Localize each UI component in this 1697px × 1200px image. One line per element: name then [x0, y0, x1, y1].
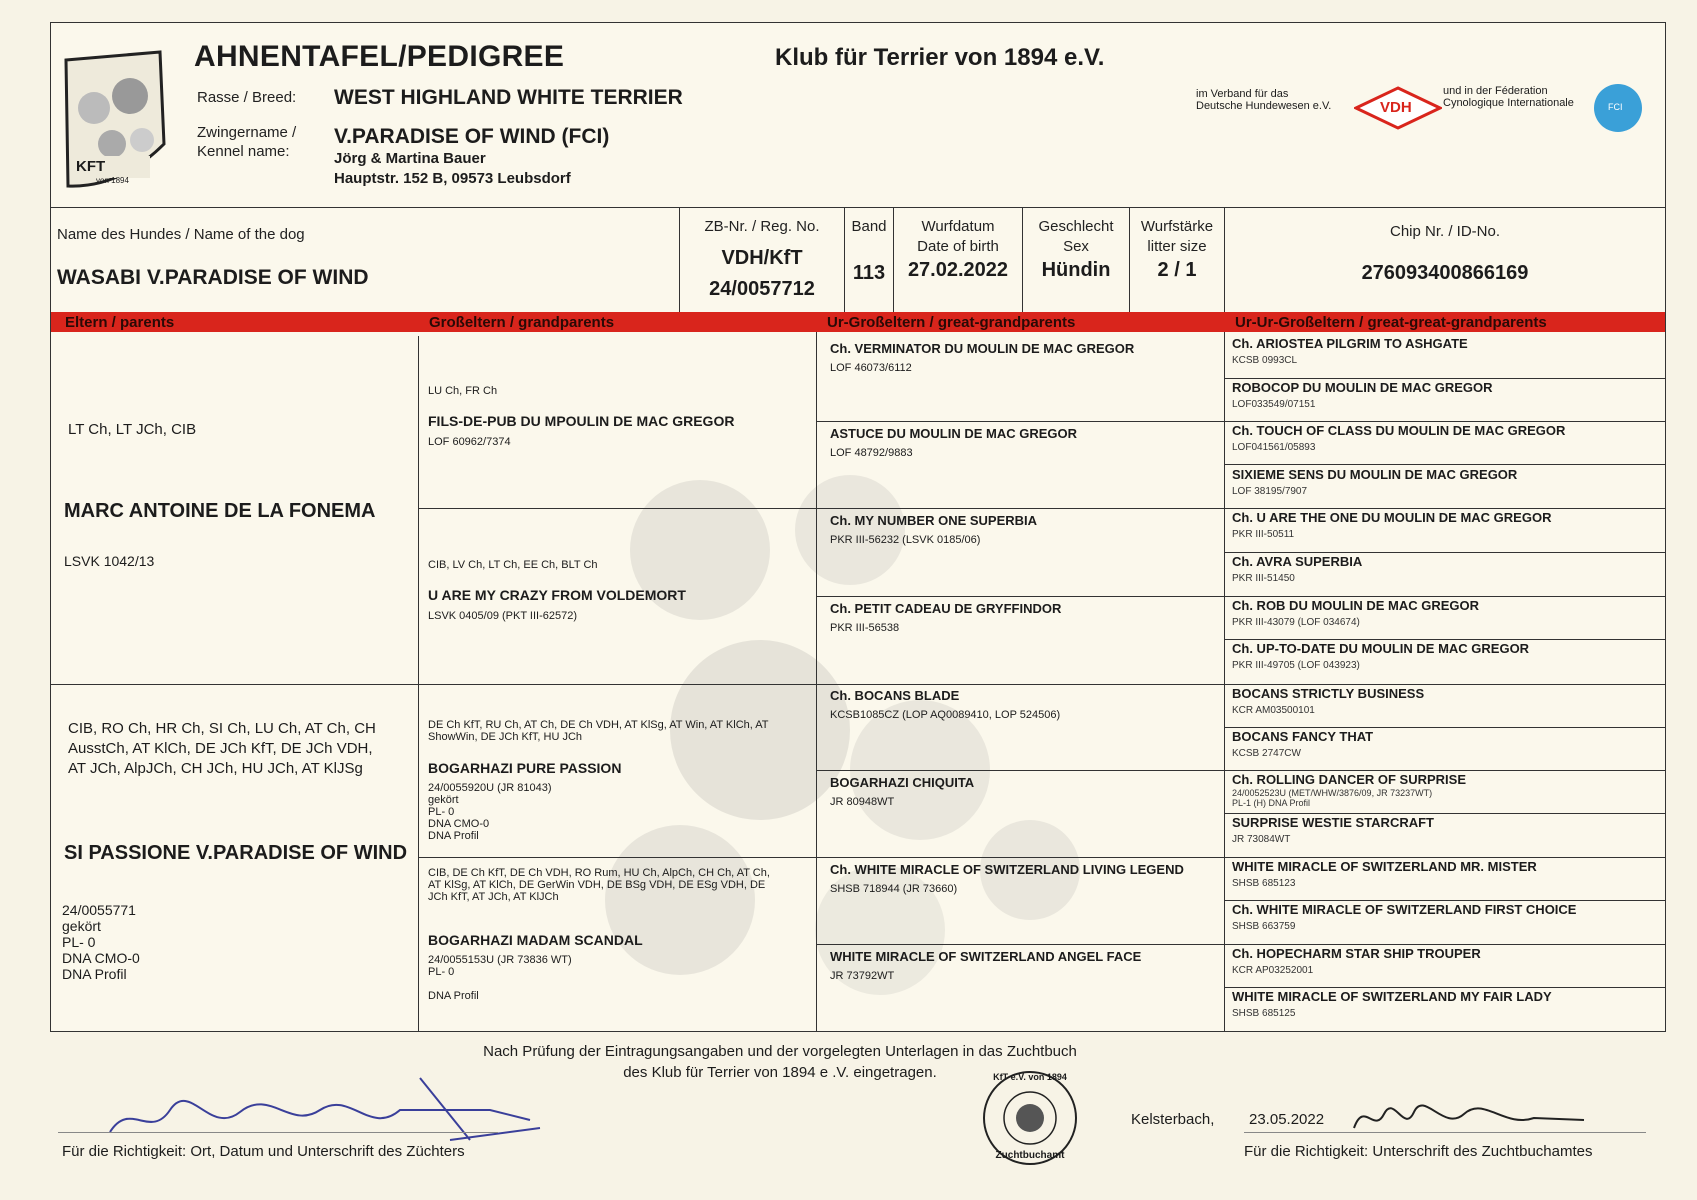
dam-line-2: PL- 0 [62, 934, 96, 950]
ggp-5-reg: KCSB1085CZ (LOP AQ0089410, LOP 524506) [830, 709, 1061, 721]
band-label: Band [851, 218, 887, 235]
sire-name: MARC ANTOINE DE LA FONEMA [64, 500, 376, 522]
ggp-3-reg: PKR III-56232 (LSVK 0185/06) [830, 534, 981, 546]
sire-reg: LSVK 1042/13 [64, 553, 155, 569]
gggp-4-name: SIXIEME SENS DU MOULIN DE MAC GREGOR [1232, 467, 1518, 482]
footer-text-2: des Klub für Terrier von 1894 e .V. eingetragen. [623, 1064, 937, 1081]
gp1-titles: LU Ch, FR Ch [428, 385, 498, 397]
fci-text-1: und in der Féderation [1443, 85, 1548, 97]
ggp-5-name: Ch. BOCANS BLADE [830, 688, 960, 703]
gggp-9-reg: KCR AM03500101 [1232, 705, 1315, 716]
breeder-sig-label: Für die Richtigkeit: Ort, Datum und Unterschrift des Züchters [62, 1143, 465, 1160]
sire-titles: LT Ch, LT JCh, CIB [68, 421, 197, 438]
chip-value: 276093400866169 [1361, 262, 1529, 284]
gggp-5-name: Ch. U ARE THE ONE DU MOULIN DE MAC GREGOR [1232, 510, 1552, 525]
gggp-11-reg2: PL-1 (H) DNA Profil [1232, 798, 1311, 808]
breeder-signature [90, 1070, 550, 1150]
dob-label-1: Wurfdatum [921, 218, 995, 235]
col-grandparents: Großeltern / grandparents [429, 314, 615, 331]
owner-address: Hauptstr. 152 B, 09573 Leubsdorf [334, 170, 571, 187]
gggp-3-name: Ch. TOUCH OF CLASS DU MOULIN DE MAC GREGOR [1232, 423, 1566, 438]
place-text: Kelsterbach, [1131, 1111, 1215, 1128]
column-header-bar [51, 312, 1665, 332]
breed-value: WEST HIGHLAND WHITE TERRIER [334, 86, 683, 109]
stamp-bottom-text: Zuchtbuchamt [995, 1150, 1065, 1161]
gp3-reg: 24/0055920U (JR 81043) [428, 782, 552, 794]
gggp-7-name: Ch. ROB DU MOULIN DE MAC GREGOR [1232, 598, 1479, 613]
kennel-value: V.PARADISE OF WIND (FCI) [334, 125, 610, 148]
dam-line-3: DNA CMO-0 [62, 950, 140, 966]
vdh-text-2: Deutsche Hundewesen e.V. [1196, 100, 1332, 112]
gggp-15-reg: KCR AP03252001 [1232, 965, 1314, 976]
kennel-label-1: Zwingername / [197, 124, 297, 141]
gp4-line-2: DNA Profil [428, 990, 479, 1002]
dam-reg: 24/0055771 [62, 902, 136, 918]
gp2-reg: LSVK 0405/09 (PKT III-62572) [428, 610, 577, 622]
ggp-6-reg: JR 80948WT [830, 796, 895, 808]
gggp-2-reg: LOF033549/07151 [1232, 399, 1316, 410]
office-signature [1344, 1094, 1594, 1140]
gggp-11-reg: 24/0052523U (MET/WHW/3876/09, JR 73237WT) [1232, 788, 1433, 798]
gp3-line-1: gekört [428, 794, 459, 806]
gggp-14-name: Ch. WHITE MIRACLE OF SWITZERLAND FIRST CHOICE [1232, 902, 1577, 917]
col-great: Ur-Großeltern / great-grandparents [827, 314, 1076, 331]
litter-label-1: Wurfstärke [1140, 218, 1214, 235]
owner-name: Jörg & Martina Bauer [334, 150, 486, 167]
gp4-titles-2: AT KlSg, AT KlCh, DE GerWin VDH, DE BSg VDH, DE ESg VDH, DE [428, 879, 766, 891]
gggp-14-reg: SHSB 663759 [1232, 921, 1296, 932]
ggp-8-name: WHITE MIRACLE OF SWITZERLAND ANGEL FACE [830, 949, 1142, 964]
footer-text-1: Nach Prüfung der Eintragungsangaben und der vorgelegten Unterlagen in das Zuchtbuch [483, 1043, 1077, 1060]
ggp-2-reg: LOF 48792/9883 [830, 447, 913, 459]
gggp-16-reg: SHSB 685125 [1232, 1008, 1296, 1019]
gggp-15-name: Ch. HOPECHARM STAR SHIP TROUPER [1232, 946, 1481, 961]
vdh-logo [1354, 86, 1442, 130]
sex-label-2: Sex [1063, 238, 1089, 255]
dam-titles-1: CIB, RO Ch, HR Ch, SI Ch, LU Ch, AT Ch, CH [68, 720, 376, 737]
club-name: Klub für Terrier von 1894 e.V. [775, 44, 1105, 71]
sex-label-1: Geschlecht [1038, 218, 1114, 235]
fci-text-2: Cynologique Internationale [1443, 97, 1574, 109]
dog-name-label: Name des Hundes / Name of the dog [57, 226, 305, 243]
gp4-name: BOGARHAZI MADAM SCANDAL [428, 932, 643, 948]
ggp-7-reg: SHSB 718944 (JR 73660) [830, 883, 958, 895]
ggp-6-name: BOGARHAZI CHIQUITA [830, 775, 975, 790]
gp3-titles-1: DE Ch KfT, RU Ch, AT Ch, DE Ch VDH, AT KlSg, AT Win, AT KlCh, AT [428, 719, 769, 731]
ggp-3-name: Ch. MY NUMBER ONE SUPERBIA [830, 513, 1038, 528]
gggp-8-reg: PKR III-49705 (LOF 043923) [1232, 660, 1360, 671]
ggp-7-name: Ch. WHITE MIRACLE OF SWITZERLAND LIVING LEGEND [830, 862, 1184, 877]
gggp-11-name: Ch. ROLLING DANCER OF SURPRISE [1232, 772, 1467, 787]
dog-name: WASABI V.PARADISE OF WIND [57, 266, 369, 289]
gggp-2-name: ROBOCOP DU MOULIN DE MAC GREGOR [1232, 380, 1493, 395]
vdh-text-1: im Verband für das [1196, 88, 1289, 100]
gggp-1-reg: KCSB 0993CL [1232, 355, 1298, 366]
gggp-6-reg: PKR III-51450 [1232, 573, 1295, 584]
sex-value: Hündin [1041, 259, 1111, 281]
dog-sketch-watermark [560, 470, 1120, 1010]
ggp-1-reg: LOF 46073/6112 [830, 362, 912, 374]
gp4-titles-1: CIB, DE Ch KfT, DE Ch VDH, RO Rum, HU Ch, AlpCh, CH Ch, AT Ch, [428, 867, 770, 879]
ggp-4-reg: PKR III-56538 [830, 622, 900, 634]
gggp-6-name: Ch. AVRA SUPERBIA [1232, 554, 1363, 569]
dam-titles-3: AT JCh, AlpJCh, CH JCh, HU JCh, AT KlJSg [68, 760, 363, 777]
col-greatgreat: Ur-Ur-Großeltern / great-great-grandparents [1235, 314, 1547, 331]
dob-value: 27.02.2022 [907, 259, 1009, 281]
litter-value: 2 / 1 [1157, 259, 1197, 281]
kft-logo-sub: von 1894 [96, 176, 129, 185]
kennel-label-2: Kennel name: [197, 143, 290, 160]
dam-line-1: gekört [62, 918, 101, 934]
club-stamp [980, 1068, 1080, 1168]
gp4-line-1: PL- 0 [428, 966, 455, 978]
col-parents: Eltern / parents [65, 314, 175, 331]
kft-logo [60, 48, 166, 190]
band-value: 113 [852, 262, 886, 284]
gp3-line-4: DNA Profil [428, 830, 479, 842]
reg-no-2: 24/0057712 [709, 278, 815, 300]
reg-no-label: ZB-Nr. / Reg. No. [704, 218, 820, 235]
office-sig-label: Für die Richtigkeit: Unterschrift des Zuchtbuchamtes [1244, 1143, 1593, 1160]
reg-no-1: VDH/KfT [721, 247, 803, 269]
gp1-name: FILS-DE-PUB DU MPOULIN DE MAC GREGOR [428, 413, 735, 429]
vdh-logo-text: VDH [1380, 99, 1412, 116]
dam-line-4: DNA Profil [62, 966, 127, 982]
gp3-name: BOGARHAZI PURE PASSION [428, 760, 622, 776]
gggp-10-reg: KCSB 2747CW [1232, 748, 1301, 759]
gp3-line-2: PL- 0 [428, 806, 455, 818]
gggp-4-reg: LOF 38195/7907 [1232, 486, 1308, 497]
ggp-4-name: Ch. PETIT CADEAU DE GRYFFINDOR [830, 601, 1062, 616]
gp4-reg: 24/0055153U (JR 73836 WT) [428, 954, 572, 966]
stamp-top-text: KfT e.V. von 1894 [993, 1072, 1067, 1082]
litter-label-2: litter size [1147, 238, 1207, 255]
date-text: 23.05.2022 [1249, 1111, 1325, 1128]
gggp-16-name: WHITE MIRACLE OF SWITZERLAND MY FAIR LADY [1232, 989, 1552, 1004]
gggp-12-reg: JR 73084WT [1232, 834, 1291, 845]
gggp-5-reg: PKR III-50511 [1232, 529, 1295, 540]
ggp-8-reg: JR 73792WT [830, 970, 895, 982]
gggp-13-reg: SHSB 685123 [1232, 878, 1296, 889]
gggp-12-name: SURPRISE WESTIE STARCRAFT [1232, 815, 1434, 830]
gggp-13-name: WHITE MIRACLE OF SWITZERLAND MR. MISTER [1232, 859, 1537, 874]
kft-logo-text: KFT [76, 158, 106, 175]
dob-label-2: Date of birth [917, 238, 999, 255]
gggp-7-reg: PKR III-43079 (LOF 034674) [1232, 617, 1360, 628]
gp1-reg: LOF 60962/7374 [428, 436, 511, 448]
fci-logo-text: FCI [1608, 102, 1623, 112]
ggp-1-name: Ch. VERMINATOR DU MOULIN DE MAC GREGOR [830, 341, 1135, 356]
gggp-3-reg: LOF041561/05893 [1232, 442, 1316, 453]
gggp-9-name: BOCANS STRICTLY BUSINESS [1232, 686, 1425, 701]
gggp-10-name: BOCANS FANCY THAT [1232, 729, 1374, 744]
gp4-titles-3: JCh KfT, AT JCh, AT KlJCh [428, 891, 559, 903]
gp2-titles: CIB, LV Ch, LT Ch, EE Ch, BLT Ch [428, 559, 598, 571]
gggp-8-name: Ch. UP-TO-DATE DU MOULIN DE MAC GREGOR [1232, 641, 1530, 656]
page-title: AHNENTAFEL/PEDIGREE [194, 40, 565, 73]
ggp-2-name: ASTUCE DU MOULIN DE MAC GREGOR [830, 426, 1077, 441]
gggp-1-name: Ch. ARIOSTEA PILGRIM TO ASHGATE [1232, 336, 1468, 351]
gp3-line-3: DNA CMO-0 [428, 818, 490, 830]
dam-titles-2: AusstCh, AT KlCh, DE JCh KfT, DE JCh VDH, [68, 740, 373, 757]
dam-name: SI PASSIONE V.PARADISE OF WIND [64, 842, 408, 864]
chip-label: Chip Nr. / ID-No. [1389, 223, 1501, 240]
fci-logo [1594, 84, 1642, 132]
breed-label: Rasse / Breed: [197, 89, 297, 106]
gp2-name: U ARE MY CRAZY FROM VOLDEMORT [428, 587, 686, 603]
gp3-titles-2: ShowWin, DE JCh KfT, HU JCh [428, 731, 583, 743]
